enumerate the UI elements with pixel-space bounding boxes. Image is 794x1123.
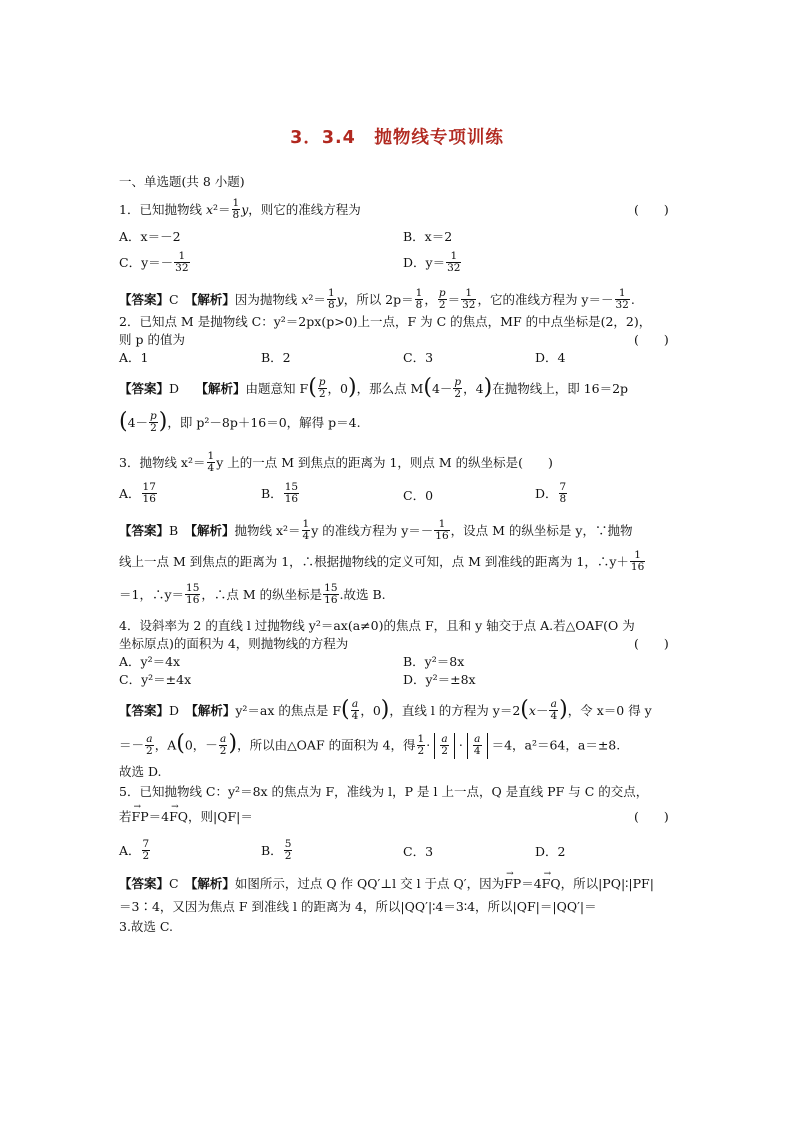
q5-answer-line3: 3.故选 C. — [119, 919, 173, 934]
q2-option-d: D．4 — [535, 350, 566, 365]
q5-option-b: B． $\frac{5}{2}$ — [261, 838, 292, 862]
question-2-stem-line2: 则 p 的值为 — [119, 332, 185, 347]
q2-option-a: A．1 — [119, 350, 149, 365]
q5-option-c: C．3 — [403, 844, 434, 859]
q3-answer-line3: ＝1，∴y＝ $\frac{15}{16}$ ，∴点 M 的纵坐标是 $\frac{15}{16}$ .故选 B. — [119, 582, 386, 606]
q3-answer: 【答案】B 【解析】抛物线 x²＝ $\frac{1}{4}$ y 的准线方程为 y＝－ $\frac{1}{16}$ ，设点 M 的纵坐标是 y，∵抛物 — [119, 518, 633, 542]
q2-answer: 【答案】D 【解析】由题意知 F( $\frac{p}{2}$ ，0)，那么点 M(4－ $\frac{p}{2}$ ，4)在抛物线上，即 16＝2p — [119, 374, 629, 400]
q4-answer: 【答案】D 【解析】y²＝ax 的焦点是 F( $\frac{a}{4}$ ，0)，直线 l 的方程为 y＝2(x－ $\frac{a}{4}$ )，令 x＝0 得 y — [119, 696, 652, 722]
q1-option-a: A．x＝－2 — [119, 229, 181, 244]
question-5-stem: 5．已知抛物线 C：y²＝8x 的焦点为 F，准线为 l，P 是 l 上一点，Q 是直线 PF 与 C 的交点， — [119, 784, 649, 799]
answer-blank: ( ) — [634, 332, 669, 347]
q4-option-c: C．y²＝±4x — [119, 672, 192, 687]
q1-option-d: D．y＝ $\frac{1}{32}$ — [403, 250, 461, 274]
question-1-stem: 1．已知抛物线 x²＝ $\frac{1}{8}$ y，则它的准线方程为 — [119, 197, 361, 221]
q4-option-a: A．y²＝4x — [119, 654, 181, 669]
question-2-stem: 2．已知点 M 是抛物线 C：y²＝2px(p>0)上一点，F 为 C 的焦点，MF 的中点坐标是(2，2)， — [119, 314, 652, 329]
question-5-stem-line2: 若→ FP＝4→ FQ，则|QF|＝ — [119, 808, 253, 826]
q5-option-d: D．2 — [535, 844, 566, 859]
question-4-stem-line2: 坐标原点)的面积为 4，则抛物线的方程为 — [119, 636, 349, 651]
q4-answer-line2: ＝－ $\frac{a}{2}$ ，A(0，－ $\frac{a}{2}$ )，所以由△OAF 的面积为 4，得 $\frac{1}{2}$ · $\frac{a}{2}$ · $\frac{a}{4}$ ＝4，a²＝64，a＝±8. — [119, 733, 620, 759]
q3-answer-line2: 线上一点 M 到焦点的距离为 1，∴根据抛物线的定义可知，点 M 到准线的距离为 1，∴y＋ $\frac{1}{16}$ — [119, 549, 645, 573]
section-heading: 一、单选题(共 8 小题) — [119, 174, 245, 189]
q5-option-a: A． $\frac{7}{2}$ — [119, 838, 150, 862]
q5-answer: 【答案】C 【解析】如图所示，过点 Q 作 QQ′⊥l 交 l 于点 Q′，因为→ FP＝4→ FQ，所以|PQ|∶|PF| — [119, 875, 654, 893]
answer-blank: ( ) — [634, 202, 669, 217]
q1-answer: 【答案】C 【解析】因为抛物线 x²＝ $\frac{1}{8}$ y，所以 2p＝ $\frac{1}{8}$ ， $\frac{p}{2}$ ＝ $\frac{1}{32}$ ，它的准线方程为 y＝－ $\frac{1}{32}$ . — [119, 287, 635, 311]
q4-option-d: D．y²＝±8x — [403, 672, 476, 687]
q3-option-c: C．0 — [403, 488, 434, 503]
q2-option-b: B．2 — [261, 350, 291, 365]
q5-answer-line2: ＝3∶4，又因为焦点 F 到准线 l 的距离为 4，所以|QQ′|∶4＝3∶4，所以|QF|＝|QQ′|＝ — [119, 899, 597, 914]
q4-option-b: B．y²＝8x — [403, 654, 465, 669]
q1-option-b: B．x＝2 — [403, 229, 453, 244]
q4-answer-line3: 故选 D. — [119, 764, 162, 779]
answer-blank: ( ) — [634, 809, 669, 824]
question-4-stem: 4．设斜率为 2 的直线 l 过抛物线 y²＝ax(a≠0)的焦点 F，且和 y 轴交于点 A.若△OAF(O 为 — [119, 618, 635, 633]
page-title: 3．3.4 抛物线专项训练 — [290, 128, 504, 148]
q1-option-c: C．y＝－ $\frac{1}{32}$ — [119, 250, 189, 274]
q2-option-c: C．3 — [403, 350, 434, 365]
q3-option-d: D． $\frac{7}{8}$ — [535, 481, 567, 505]
answer-blank: ( ) — [634, 636, 669, 651]
q2-answer-line2: (4－ $\frac{p}{2}$ )，即 p²－8p＋16＝0，解得 p＝4. — [119, 408, 361, 434]
q3-option-a: A． $\frac{17}{16}$ — [119, 481, 156, 505]
q3-option-b: B． $\frac{15}{16}$ — [261, 481, 299, 505]
question-3-stem: 3．抛物线 x²＝ $\frac{1}{4}$ y 上的一点 M 到焦点的距离为 1，则点 M 的纵坐标是( ) — [119, 450, 553, 474]
fraction: $\frac{1}{8}$ — [232, 197, 240, 221]
